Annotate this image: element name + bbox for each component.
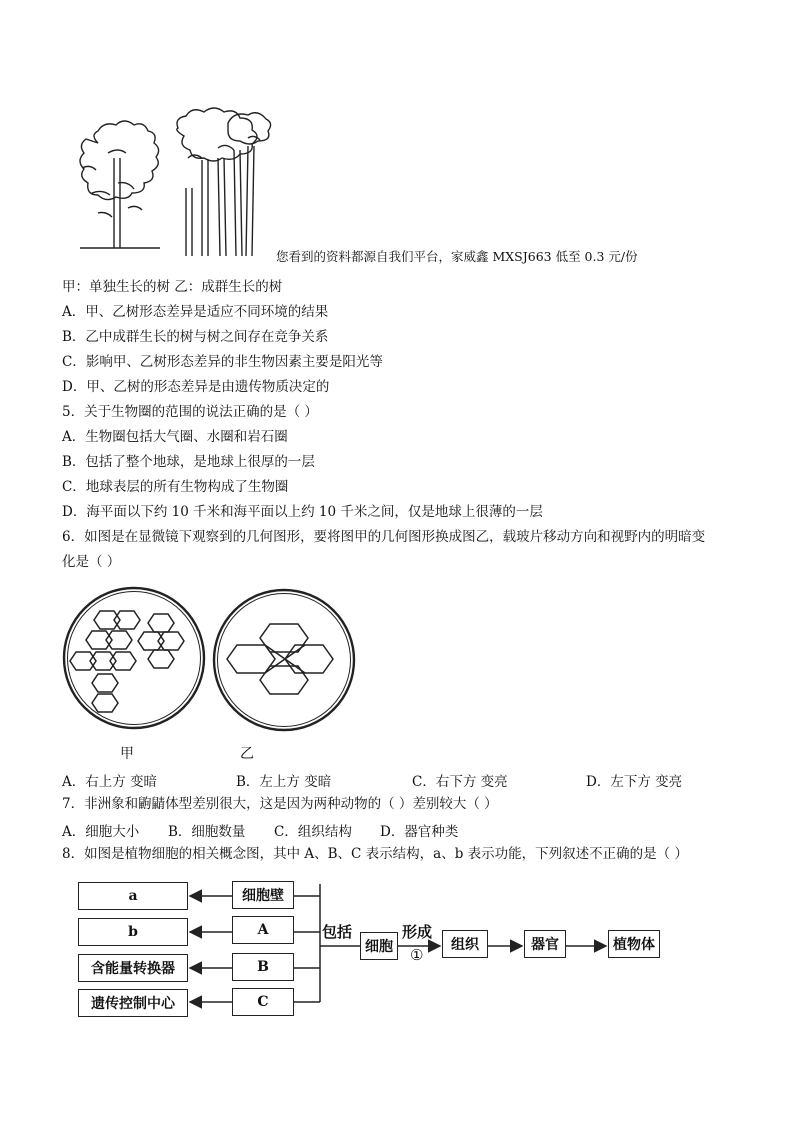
banner-text: 您看到的资料都源自我们平台，家威鑫 MXSJ663 低至 0.3 元/份 bbox=[276, 249, 638, 264]
q6-option-d: D．左下方 变亮 bbox=[586, 774, 683, 790]
q6-stem-line2: 化是（ ） bbox=[62, 554, 121, 570]
q5-option-a: A．生物圈包括大气圈、水圈和岩石圈 bbox=[62, 429, 288, 445]
q7-stem: 7．非洲象和鼩鼱体型差别很大，这是因为两种动物的（ ）差别较大（ ） bbox=[62, 796, 498, 812]
concept-box-A: A bbox=[232, 916, 294, 944]
chain-box-tissue: 组织 bbox=[442, 930, 488, 958]
concept-box-B: B bbox=[232, 953, 294, 981]
trees-illustration bbox=[68, 98, 278, 260]
view-yi-circle bbox=[214, 590, 354, 730]
concept-box-cell-wall: 细胞壁 bbox=[232, 881, 294, 909]
q7-option-b: B．细胞数量 bbox=[168, 824, 246, 840]
chain-box-organ: 器官 bbox=[524, 930, 566, 958]
q4-option-a: A．甲、乙树形态差异是适应不同环境的结果 bbox=[62, 304, 329, 320]
include-label: 包括 bbox=[322, 923, 353, 941]
q4-option-b: B．乙中成群生长的树与树之间存在竞争关系 bbox=[62, 329, 329, 345]
q6-stem-line1: 6．如图是在显微镜下观察到的几何图形，要将图甲的几何图形换成图乙，载玻片移动方向和视野内的明暗变 bbox=[62, 529, 706, 545]
concept-box-genetic-control: 遗传控制中心 bbox=[78, 989, 188, 1017]
single-tree-icon bbox=[80, 121, 160, 248]
q7-option-a: A．细胞大小 bbox=[62, 824, 140, 840]
step-number-one: ① bbox=[410, 946, 424, 964]
trees-caption: 甲：单独生长的树 乙：成群生长的树 bbox=[62, 279, 283, 295]
q5-option-c: C．地球表层的所有生物构成了生物圈 bbox=[62, 479, 289, 495]
hexagon-pattern-yi bbox=[227, 624, 333, 694]
q7-option-c: C．组织结构 bbox=[274, 824, 352, 840]
hexagon-pattern-jia bbox=[70, 611, 184, 712]
label-jia: 甲 bbox=[120, 746, 134, 762]
group-trees-icon bbox=[177, 108, 271, 256]
q8-stem: 8．如图是植物细胞的相关概念图，其中 A、B、C 表示结构，a、b 表示功能，下列叙述不正确的是（ ） bbox=[62, 846, 688, 862]
chain-box-plant: 植物体 bbox=[608, 930, 660, 958]
concept-box-C: C bbox=[232, 988, 294, 1016]
q5-option-d: D．海平面以下约 10 千米和海平面以上约 10 千米之间，仅是地球上很薄的一层 bbox=[62, 504, 543, 520]
chain-box-cell: 细胞 bbox=[360, 932, 398, 960]
q5-option-b: B．包括了整个地球，是地球上很厚的一层 bbox=[62, 454, 315, 470]
concept-box-energy-converter: 含能量转换器 bbox=[78, 954, 188, 982]
concept-box-a: a bbox=[78, 882, 188, 910]
form-label: 形成 bbox=[402, 923, 433, 941]
label-yi: 乙 bbox=[240, 746, 254, 762]
q6-option-b: B．左上方 变暗 bbox=[236, 774, 332, 790]
q6-option-a: A．右上方 变暗 bbox=[62, 774, 158, 790]
concept-box-b: b bbox=[78, 918, 188, 946]
microscope-figure bbox=[62, 585, 362, 735]
view-jia-circle bbox=[64, 588, 204, 728]
q6-option-c: C．右下方 变亮 bbox=[412, 774, 508, 790]
q5-stem: 5．关于生物圈的范围的说法正确的是（ ） bbox=[62, 404, 318, 420]
q4-option-d: D．甲、乙树的形态差异是由遗传物质决定的 bbox=[62, 379, 330, 395]
q7-option-d: D．器官种类 bbox=[380, 824, 459, 840]
q4-option-c: C．影响甲、乙树形态差异的非生物因素主要是阳光等 bbox=[62, 354, 383, 370]
